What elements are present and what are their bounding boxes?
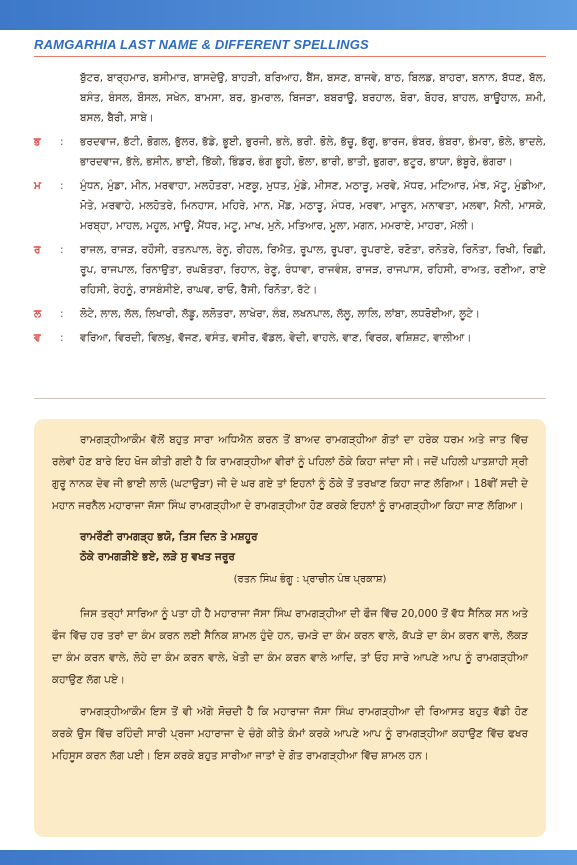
separator-colon: : [60,332,64,344]
separator-colon: : [60,308,64,320]
history-paragraph-3: ਰਾਮਗੜ੍ਹੀਆਕੌਮ ਇਸ ਤੋਂ ਵੀ ਅੱਗੇ ਸੋਚਦੀ ਹੈ ਕਿ ਮਹਾਰਾਜਾ ਜੱਸਾ ਸਿੰਘ ਰਾਮਗੜ੍ਹੀਆ ਦੀ ਰਿਆਸਤ ਬਹੁਤ ਵੱਡੀ ਹੋਣ ਕਰਕੇ ਉਸ ਵਿੱਚ ਰਹਿੰਦੀ ਸਾਰੀ ਪ੍ਰਜਾ ਮਹਾਰਾਜਾ ਦੇ ਚੰਗੇ ਕੀਤੇ ਕੰਮਾਂ ਕਰਕੇ ਆਪਣੇ ਆਪ ਨੂੰ ਰਾਮਗੜ੍ਹੀਆ ਕਹਾਉਣ ਵਿੱਚ ਫਖਰ ਮਹਿਸੂਸ ਕਰਨ ਲੱਗ ਪਈ। ਇਸ ਕਰਕੇ ਬਹੁਤ ਸਾਰੀਆ ਜਾਤਾਂ ਦੇ ਗੋਤ ਰਾਮਗੜ੍ਹੀਆ ਵਿੱਚ ਸ਼ਾਮਲ ਹਨ। [52,706,528,762]
surname-letter: ਰ [34,244,41,256]
surname-names: ਭਰਦਵਾਜ, ਭੱਟੀ, ਭੋਗਲ, ਭੁੱਲਰ, ਭੱਡੇ, ਭੂਈ, ਭੁਰਜੀ, ਭਲੇ, ਭਰੀ. ਭੋਲੇ, ਭੱਚੂ, ਭੱਗੂ, ਭਾਰਜ, ਭੰਬਰ, ਭੰਬਰਾ, ਭੰਮਰਾ, ਭੋਲੇ, ਭਾਦਲੇ, ਭਾਰਦਵਾਜ, ਭੱਲੇ, ਭਸੀਨ, ਭਾਈ, ਭਿੱਕੀ, ਭਿੰਡਰ, ਭੰਗ ਭੂਹੀ, ਭੋਲਾ, ਭਾਰੀ, ਭਾਤੀ, ਭੁਗਰਾ, ਭਟੂਰ, ਭਾਯਾ, ਭੰਬੂਰੇ, ਭੰਗਰਾ। [80,136,546,168]
surname-names: ਲੋਟੇ, ਲਾਲ, ਲੱਲ, ਲਿਖਾਰੀ, ਲੱਡੂ, ਲਲੋਤਰਾ, ਲਾਖੇਰਾ, ਲੰਬ, ਲਖਨਪਾਲ, ਲੱਲੂ, ਲਾਲਿ, ਲਾਂਬਾ, ਲਧਰੋਈਆ, ਲੂਟੇ। [80,308,480,320]
surname-row-r [34,240,546,300]
history-paragraph-1: ਰਾਮਗੜ੍ਹੀਆਕੌਮ ਵੱਲੋਂ ਬਹੁਤ ਸਾਰਾ ਅਧਿਐਨ ਕਰਨ ਤੋਂ ਬਾਅਦ ਰਾਮਗੜ੍ਹੀਆ ਗੋਤਾਂ ਦਾ ਹਰੇਕ ਧਰਮ ਅਤੇ ਜਾਤ ਵਿੱਚ ਰਲੇਵਾਂ ਹੋਣ ਬਾਰੇ ਇਹ ਖੋਜ ਕੀਤੀ ਗਈ ਹੈ ਕਿ ਰਾਮਗੜ੍ਹੀਆ ਵੀਰਾਂ ਨੂੰ ਪਹਿਲਾਂ ਠੋਕੇ ਕਿਹਾ ਜਾਂਦਾ ਸੀ। ਜਦੋਂ ਪਹਿਲੀ ਪਾਤਸ਼ਾਹੀ ਸ੍ਰੀ ਗੁਰੂ ਨਾਨਕ ਦੇਵ ਜੀ ਭਾਈ ਲਾਲੋ (ਘਟਾਉੜਾ) ਜੀ ਦੇ ਘਰ ਗਏ ਤਾਂ ਇਹਨਾਂ ਨੂੰ ਠੋਕੇ ਤੋਂ ਤਰਖਾਣ ਕਿਹਾ ਜਾਣ ਲੱਗਿਆ। 18ਵੀਂ ਸਦੀ ਦੇ ਮਹਾਨ ਜਰਨੈਲ ਮਹਾਰਾਜਾ ਜੱਸਾ ਸਿੰਘ ਰਾਮਗੜ੍ਹੀਆ ਦੇ ਰਾਮਗੜ੍ਹੀਆ ਹੋਣ ਕਰਕੇ ਇਹਨਾਂ ਨੂੰ ਰਾਮਗੜ੍ਹੀਆ ਕਿਹਾ ਜਾਣ ਲੱਗਿਆ। [52,434,528,512]
surname-row-l [34,304,546,324]
surname-names: ਰਾਜਲ, ਰਾਜੜ, ਰਹੌਸੀ, ਰਤਨਪਾਲ, ਰੇਨੂ, ਰੀਹਲ, ਰਿਐਤ, ਰੂਪਾਲ, ਰੂਪਰਾ, ਰੂਪਰਾਏ, ਰਣੋਤਾ, ਰਨੋਤਰੇ, ਰਿਨੋਤਾ, ਰਿਖੀ, ਰਿਛੀ, ਰੂਪ, ਰਾਜਪਾਲ, ਰਿਨਾਉਤਾ, ਰਘਬੋਤਰਾ, ਰਿਹਾਨ, ਰੇਣੂ, ਰੰਧਾਵਾ, ਰਾਜਵੰਸ਼, ਰਾਜੜ, ਰਾਜਪਾਸ, ਰਹਿਸੀ, ਰਾਅਤ, ਰਣੀਆ, ਰਾਏ ਰਹਿਸੀ, ਰੇਹਨੂੰ, ਰਾਸਬੰਸੀਏ, ਰਾਘਵ, ਰਾਓ, ਰੈਸੀ, ਰਿਨੋਤਾ, ਰੱਟੇ। [80,244,546,296]
surname-names: ਬੁੱਟਰ, ਬਾਰ੍ਹਮਾਰ, ਬਸੀਮਾਰ, ਬਾਸਦੇਉ, ਬਾਹੜੀ, ਬਰਿਆਹ, ਬੈਂਸ, ਬਸਣ, ਬਾਜਵੇ, ਬਾਠ, ਬਿਲਡ, ਬਾਹਰਾ, ਬਨਾਨ, ਬੱਧਣ, ਬੱਲ, ਬਸੰਤ, ਬੰਸਲ, ਬੌਸਲ, ਸਖੇਨ, ਬਾਮਸਾ, ਬਰ, ਬੁਮਰਾਲ, ਬਿਜੜਾ, ਬਬਰਾਊ, ਬਰਹਾਲ, ਬੋਰਾ, ਬੋਹਰ, ਬਾਹਲ, ਬਾਊਹਾਲ, ਸ਼ਮੀ, ਬਸਲ, ਬੈਰੀ, ਸਾਬੇ। [80,72,546,124]
top-banner [0,0,577,30]
surname-letter: ਮ [34,180,41,192]
surname-row-bh [34,132,546,172]
separator-colon: : [60,180,64,192]
surname-row-m [34,176,546,236]
history-paragraph-2: ਜਿਸ ਤਰ੍ਹਾਂ ਸਾਰਿਆ ਨੂੰ ਪਤਾ ਹੀ ਹੈ ਮਹਾਰਾਜਾ ਜੱਸਾ ਸਿੰਘ ਰਾਮਗੜ੍ਹੀਆ ਦੀ ਫੌਜ ਵਿੱਚ 20,000 ਤੋਂ ਵੱਧ ਸੈਨਿਕ ਸਨ ਅਤੇ ਫੌਜ ਵਿੱਚ ਹਰ ਤਰਾਂ ਦਾ ਕੰਮ ਕਰਨ ਲਈ ਸੈਨਿਕ ਸ਼ਾਮਲ ਹੁੰਦੇ ਹਨ, ਚਮੜੇ ਦਾ ਕੰਮ ਕਰਨ ਵਾਲੇ, ਕੱਪੜੇ ਦਾ ਕੰਮ ਕਰਨ ਵਾਲੇ, ਲੱਕੜ ਦਾ ਕੰਮ ਕਰਨ ਵਾਲੇ, ਲੋਹੇ ਦਾ ਕੰਮ ਕਰਨ ਵਾਲੇ, ਖੇਤੀ ਦਾ ਕੰਮ ਕਰਨ ਵਾਲੇ ਆਦਿ, ਤਾਂ ਓਹ ਸਾਰੇ ਆਪਣੇ ਆਪ ਨੂੰ ਰਾਮਗੜ੍ਹੀਆ ਕਹਾਉਣ ਲੱਗ ਪਏ। [52,608,528,686]
surname-names: ਵਰਿਆ, ਵਿਰਦੀ, ਵਿਲਖੁ, ਵੱਜਣ, ਵਸੰਤ, ਵਸੀਰ, ਵੱਡਲ, ਵੇਦੀ, ਵਾਹਲੇ, ਵਾਣ, ਵਿਰਕ, ਵਸ਼ਿਸ਼ਟ, ਵਾਲੀਆ। [80,332,472,344]
verse-citation: (ਰਤਨ ਸਿੰਘ ਭੰਗੂ : ਪ੍ਰਾਚੀਨ ਪੰਥ ਪ੍ਰਕਾਸ਼) [233,574,387,585]
surname-list [34,68,546,352]
header-rule [34,56,546,57]
section-divider [34,398,546,399]
surname-row-v [34,328,546,348]
surname-row-b-continued [34,68,546,128]
surname-letter: ਲ [34,308,42,320]
verse-line-2: ਠੋਕੇ ਰਾਮਗੜੀਏ ਭਏ, ਲੜੇ ਸੁ ਵਖਤ ਜਰੂਰ [80,551,235,563]
verse-line-1: ਰਾਮਰੌਣੀ ਰਾਮਗੜ੍ਹ ਭਯੋ, ਤਿਸ ਦਿਨ ਤੇ ਮਸ਼ਹੂਰ [80,531,258,543]
surname-names: ਮੁੰਧਨ, ਮੁੰਡਾ, ਮੀਨ, ਮਰਵਾਹਾ, ਮਲਹੋਤਰਾ, ਮਣਕੂ, ਮੁਧਤ, ਮੁੰਡੇ, ਮੀਸਣ, ਮਠਾੜੂ, ਮਰਵੇ, ਮੱਧਰ, ਮਟਿਆਰ, ਮੰਝ, ਮੱਟੂ, ਮੁੰਡੀਆ, ਮੋਤੇ, ਮਰਵਾਹੇ, ਮਲਹੋਤਰੇ, ਮਿਨਹਾਸ, ਮਹਿਰੇ, ਮਾਨ, ਮੋਂਡ, ਮਠਾੜੂ, ਮੰਧਰ, ਮਰਵਾ, ਮਾਰੂਨ, ਮਨਾਵਤਾ, ਮਲਵਾ, ਮੈਨੀ, ਮਾਸਕੇ, ਮਰਬ੍ਹਾ, ਮਾਹਲ, ਮਹੂਲ, ਮਾਊ, ਮੈਂਧਰ, ਮਟੂ, ਮਾਖ, ਮੁਨੇ, ਮਤਿਆਰ, ਮੂਲਾ, ਮਗਨ, ਮਮਰਾਏ, ਮਾਹਰਾ, ਮੱਲੀ। [80,180,546,232]
history-info-box [34,419,546,837]
surname-letter: ਭ [34,136,41,148]
page-title: RAMGARHIA LAST NAME & DIFFERENT SPELLINGS [34,37,369,52]
separator-colon: : [60,244,64,256]
separator-colon: : [60,136,64,148]
bottom-banner [0,850,577,865]
surname-letter: ਵ [34,332,41,344]
verse-quote [80,527,528,567]
